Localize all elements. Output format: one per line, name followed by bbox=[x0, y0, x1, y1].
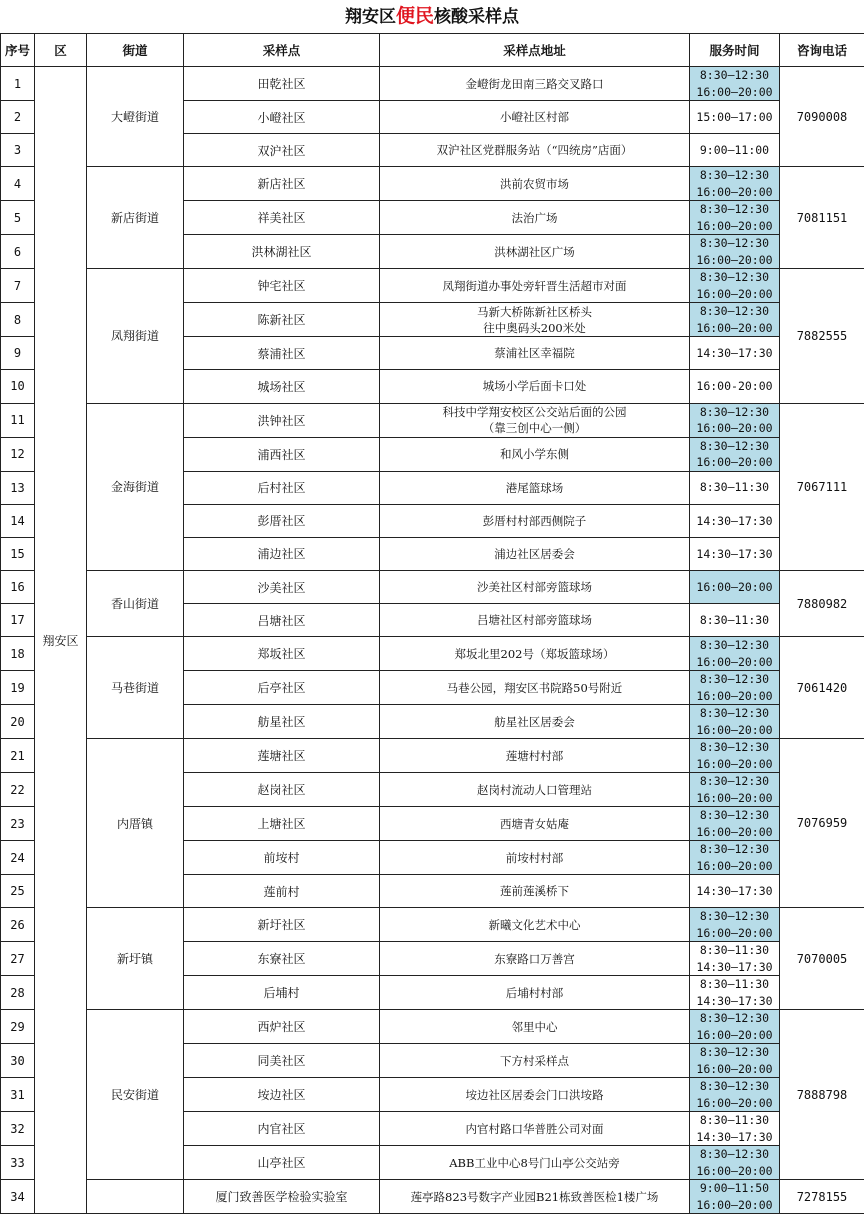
address-cell bbox=[380, 570, 690, 603]
service-time-cell bbox=[690, 604, 780, 637]
site-cell: 新圩社区 bbox=[184, 908, 380, 942]
service-time-cell bbox=[690, 471, 780, 504]
address-line: ABB工业中心8号门山亭公交站旁 bbox=[380, 1155, 689, 1171]
service-time-line: 8:30—11:30 bbox=[690, 1112, 779, 1129]
service-time-line: 14:30—17:30 bbox=[690, 513, 779, 530]
service-time-cell bbox=[690, 1180, 780, 1214]
row-number: 6 bbox=[1, 235, 35, 269]
address-line: 彭厝村村部西侧院子 bbox=[380, 513, 689, 529]
service-time-cell bbox=[690, 167, 780, 201]
service-time-line: 8:30—12:30 bbox=[690, 235, 779, 252]
address-line: 西塘青女姑庵 bbox=[380, 816, 689, 832]
address-line: 和风小学东侧 bbox=[380, 446, 689, 462]
address-line: 莲前莲溪桥下 bbox=[380, 883, 689, 899]
site-cell: 垵边社区 bbox=[184, 1078, 380, 1112]
table-row bbox=[1, 403, 864, 437]
street-cell: 凤翔街道 bbox=[87, 269, 184, 403]
address-line: 下方村采样点 bbox=[380, 1053, 689, 1069]
title-prefix: 翔安区 bbox=[345, 7, 396, 27]
table-body bbox=[1, 67, 864, 1214]
address-cell bbox=[380, 1180, 690, 1214]
site-cell: 吕塘社区 bbox=[184, 604, 380, 637]
address-line: 金嶝街龙田南三路交叉路口 bbox=[380, 76, 689, 92]
address-cell bbox=[380, 235, 690, 269]
phone-cell: 7278155 bbox=[780, 1180, 864, 1214]
address-cell bbox=[380, 739, 690, 773]
address-cell bbox=[380, 1078, 690, 1112]
address-cell bbox=[380, 269, 690, 303]
address-line: 舫星社区居委会 bbox=[380, 714, 689, 730]
service-time-line: 16:00—20:00 bbox=[690, 790, 779, 807]
service-time-line: 15:00—17:00 bbox=[690, 109, 779, 126]
service-time-line: 14:30—17:30 bbox=[690, 546, 779, 563]
address-line: 蔡浦社区幸福院 bbox=[380, 345, 689, 361]
street-cell: 香山街道 bbox=[87, 570, 184, 636]
service-time-line: 16:00—20:00 bbox=[690, 420, 779, 437]
site-cell: 浦西社区 bbox=[184, 437, 380, 471]
row-number: 4 bbox=[1, 167, 35, 201]
address-line: 垵边社区居委会门口洪垵路 bbox=[380, 1087, 689, 1103]
service-time-cell bbox=[690, 370, 780, 403]
address-cell bbox=[380, 637, 690, 671]
service-time-line: 16:00—20:00 bbox=[690, 320, 779, 337]
service-time-line: 16:00—20:00 bbox=[690, 579, 779, 596]
service-time-cell bbox=[690, 235, 780, 269]
street-cell: 内厝镇 bbox=[87, 739, 184, 908]
site-cell: 小嶝社区 bbox=[184, 101, 380, 134]
row-number: 16 bbox=[1, 570, 35, 603]
service-time-cell bbox=[690, 1078, 780, 1112]
address-line: 内官村路口华普胜公司对面 bbox=[380, 1121, 689, 1137]
address-cell bbox=[380, 942, 690, 976]
service-time-cell bbox=[690, 67, 780, 101]
site-cell: 赵岗社区 bbox=[184, 773, 380, 807]
row-number: 17 bbox=[1, 604, 35, 637]
service-time-cell bbox=[690, 773, 780, 807]
service-time-line: 16:00—20:00 bbox=[690, 688, 779, 705]
service-time-line: 16:00—20:00 bbox=[690, 1163, 779, 1180]
service-time-cell bbox=[690, 1044, 780, 1078]
address-line: 城场小学后面卡口处 bbox=[380, 378, 689, 394]
service-time-line: 16:00—20:00 bbox=[690, 722, 779, 739]
table-row bbox=[1, 67, 864, 101]
service-time-cell bbox=[690, 739, 780, 773]
title-suffix: 核酸采样点 bbox=[434, 7, 519, 27]
service-time-line: 16:00—20:00 bbox=[690, 252, 779, 269]
service-time-cell bbox=[690, 976, 780, 1010]
site-cell: 前垵村 bbox=[184, 841, 380, 875]
address-cell bbox=[380, 841, 690, 875]
site-cell: 新店社区 bbox=[184, 167, 380, 201]
site-cell: 双沪社区 bbox=[184, 134, 380, 167]
row-number: 21 bbox=[1, 739, 35, 773]
service-time-line: 16:00—20:00 bbox=[690, 1197, 779, 1214]
address-line: 郑坂北里202号（郑坂篮球场） bbox=[380, 646, 689, 662]
service-time-cell bbox=[690, 570, 780, 603]
site-cell: 东寮社区 bbox=[184, 942, 380, 976]
address-cell bbox=[380, 1112, 690, 1146]
street-cell: 金海街道 bbox=[87, 403, 184, 570]
service-time-line: 16:00—20:00 bbox=[690, 1095, 779, 1112]
address-cell bbox=[380, 437, 690, 471]
service-time-line: 16:00—20:00 bbox=[690, 756, 779, 773]
service-time-cell bbox=[690, 671, 780, 705]
site-cell: 山亭社区 bbox=[184, 1146, 380, 1180]
street-cell: 新圩镇 bbox=[87, 908, 184, 1010]
service-time-cell bbox=[690, 504, 780, 537]
table-row bbox=[1, 1180, 864, 1214]
header-time: 服务时间 bbox=[690, 34, 780, 67]
row-number: 34 bbox=[1, 1180, 35, 1214]
site-cell: 内官社区 bbox=[184, 1112, 380, 1146]
address-line: 马新大桥陈新社区桥头 bbox=[380, 304, 689, 320]
row-number: 29 bbox=[1, 1010, 35, 1044]
address-line: 凤翔街道办事处旁轩晋生活超市对面 bbox=[380, 278, 689, 294]
row-number: 8 bbox=[1, 303, 35, 337]
row-number: 10 bbox=[1, 370, 35, 403]
site-cell: 同美社区 bbox=[184, 1044, 380, 1078]
site-cell: 莲塘社区 bbox=[184, 739, 380, 773]
service-time-cell bbox=[690, 705, 780, 739]
service-time-line: 9:00—11:50 bbox=[690, 1180, 779, 1197]
header-row bbox=[1, 34, 864, 67]
service-time-cell bbox=[690, 101, 780, 134]
service-time-cell bbox=[690, 269, 780, 303]
service-time-line: 9:00—11:00 bbox=[690, 142, 779, 159]
service-time-line: 8:30—11:30 bbox=[690, 942, 779, 959]
header-site: 采样点 bbox=[184, 34, 380, 67]
service-time-cell bbox=[690, 303, 780, 337]
service-time-line: 16:00—20:00 bbox=[690, 925, 779, 942]
service-time-line: 8:30—12:30 bbox=[690, 1078, 779, 1095]
site-cell: 厦门致善医学检验实验室 bbox=[184, 1180, 380, 1214]
address-cell bbox=[380, 908, 690, 942]
service-time-line: 16:00—20:00 bbox=[690, 454, 779, 471]
site-cell: 祥美社区 bbox=[184, 201, 380, 235]
service-time-line: 16:00—20:00 bbox=[690, 218, 779, 235]
street-cell: 马巷街道 bbox=[87, 637, 184, 739]
service-time-line: 8:30—12:30 bbox=[690, 1044, 779, 1061]
site-cell: 陈新社区 bbox=[184, 303, 380, 337]
service-time-line: 8:30—12:30 bbox=[690, 438, 779, 455]
service-time-line: 8:30—12:30 bbox=[690, 739, 779, 756]
address-cell bbox=[380, 773, 690, 807]
row-number: 30 bbox=[1, 1044, 35, 1078]
page-title bbox=[0, 0, 864, 33]
service-time-line: 8:30—12:30 bbox=[690, 201, 779, 218]
site-cell: 城场社区 bbox=[184, 370, 380, 403]
service-time-line: 8:30—11:30 bbox=[690, 612, 779, 629]
service-time-line: 8:30—12:30 bbox=[690, 908, 779, 925]
address-cell bbox=[380, 403, 690, 437]
phone-cell: 7076959 bbox=[780, 739, 864, 908]
service-time-line: 8:30—12:30 bbox=[690, 303, 779, 320]
table-row bbox=[1, 1010, 864, 1044]
address-cell bbox=[380, 134, 690, 167]
service-time-line: 8:30—12:30 bbox=[690, 1010, 779, 1027]
site-cell: 莲前村 bbox=[184, 875, 380, 908]
service-time-cell bbox=[690, 908, 780, 942]
service-time-line: 8:30—12:30 bbox=[690, 705, 779, 722]
address-cell bbox=[380, 504, 690, 537]
row-number: 23 bbox=[1, 807, 35, 841]
address-line: 洪前农贸市场 bbox=[380, 176, 689, 192]
row-number: 31 bbox=[1, 1078, 35, 1112]
service-time-cell bbox=[690, 134, 780, 167]
row-number: 20 bbox=[1, 705, 35, 739]
row-number: 7 bbox=[1, 269, 35, 303]
address-cell bbox=[380, 67, 690, 101]
address-line: 往中奥码头200米处 bbox=[380, 320, 689, 336]
table-row bbox=[1, 570, 864, 603]
service-time-line: 8:30—12:30 bbox=[690, 404, 779, 421]
address-cell bbox=[380, 604, 690, 637]
address-cell bbox=[380, 101, 690, 134]
sites-table bbox=[0, 33, 864, 1214]
site-cell: 郑坂社区 bbox=[184, 637, 380, 671]
service-time-line: 8:30—12:30 bbox=[690, 841, 779, 858]
service-time-line: 16:00-20:00 bbox=[690, 378, 779, 395]
address-line: 马巷公园，翔安区书院路50号附近 bbox=[380, 680, 689, 696]
row-number: 33 bbox=[1, 1146, 35, 1180]
address-line: 东寮路口万善宫 bbox=[380, 951, 689, 967]
header-address: 采样点地址 bbox=[380, 34, 690, 67]
street-cell: 新店街道 bbox=[87, 167, 184, 269]
row-number: 2 bbox=[1, 101, 35, 134]
phone-cell: 7090008 bbox=[780, 67, 864, 167]
title-highlight: 便民 bbox=[396, 5, 434, 27]
address-line: 邻里中心 bbox=[380, 1019, 689, 1035]
service-time-line: 16:00—20:00 bbox=[690, 858, 779, 875]
row-number: 19 bbox=[1, 671, 35, 705]
service-time-cell bbox=[690, 637, 780, 671]
service-time-line: 16:00—20:00 bbox=[690, 654, 779, 671]
address-cell bbox=[380, 303, 690, 337]
service-time-line: 8:30—12:30 bbox=[690, 807, 779, 824]
row-number: 28 bbox=[1, 976, 35, 1010]
address-line: 浦边社区居委会 bbox=[380, 546, 689, 562]
service-time-line: 14:30—17:30 bbox=[690, 883, 779, 900]
phone-cell: 7061420 bbox=[780, 637, 864, 739]
service-time-cell bbox=[690, 1112, 780, 1146]
row-number: 12 bbox=[1, 437, 35, 471]
address-cell bbox=[380, 976, 690, 1010]
phone-cell: 7070005 bbox=[780, 908, 864, 1010]
address-cell bbox=[380, 875, 690, 908]
service-time-line: 8:30—12:30 bbox=[690, 637, 779, 654]
address-line: 小嶝社区村部 bbox=[380, 109, 689, 125]
row-number: 14 bbox=[1, 504, 35, 537]
service-time-cell bbox=[690, 201, 780, 235]
phone-cell: 7081151 bbox=[780, 167, 864, 269]
site-cell: 洪钟社区 bbox=[184, 403, 380, 437]
service-time-cell bbox=[690, 841, 780, 875]
service-time-line: 14:30—17:30 bbox=[690, 993, 779, 1010]
address-line: 法治广场 bbox=[380, 210, 689, 226]
header-district: 区 bbox=[35, 34, 87, 67]
service-time-cell bbox=[690, 875, 780, 908]
row-number: 15 bbox=[1, 537, 35, 570]
row-number: 13 bbox=[1, 471, 35, 504]
address-cell bbox=[380, 1044, 690, 1078]
row-number: 5 bbox=[1, 201, 35, 235]
service-time-line: 16:00—20:00 bbox=[690, 84, 779, 101]
address-line: 科技中学翔安校区公交站后面的公园 bbox=[380, 404, 689, 420]
service-time-line: 14:30—17:30 bbox=[690, 959, 779, 976]
site-cell: 后埔村 bbox=[184, 976, 380, 1010]
service-time-line: 8:30—11:30 bbox=[690, 479, 779, 496]
site-cell: 洪林湖社区 bbox=[184, 235, 380, 269]
site-cell: 彭厝社区 bbox=[184, 504, 380, 537]
address-cell bbox=[380, 1010, 690, 1044]
street-cell: 大嶝街道 bbox=[87, 67, 184, 167]
service-time-line: 16:00—20:00 bbox=[690, 1027, 779, 1044]
address-cell bbox=[380, 671, 690, 705]
district-cell: 翔安区 bbox=[35, 67, 87, 1214]
service-time-cell bbox=[690, 942, 780, 976]
service-time-line: 8:30—11:30 bbox=[690, 976, 779, 993]
service-time-cell bbox=[690, 537, 780, 570]
phone-cell: 7880982 bbox=[780, 570, 864, 636]
site-cell: 沙美社区 bbox=[184, 570, 380, 603]
service-time-cell bbox=[690, 1146, 780, 1180]
address-line: 吕塘社区村部旁篮球场 bbox=[380, 612, 689, 628]
service-time-line: 8:30—12:30 bbox=[690, 167, 779, 184]
table-row bbox=[1, 269, 864, 303]
service-time-line: 8:30—12:30 bbox=[690, 67, 779, 84]
service-time-line: 16:00—20:00 bbox=[690, 824, 779, 841]
phone-cell: 7067111 bbox=[780, 403, 864, 570]
address-cell bbox=[380, 370, 690, 403]
row-number: 11 bbox=[1, 403, 35, 437]
address-cell bbox=[380, 807, 690, 841]
row-number: 1 bbox=[1, 67, 35, 101]
row-number: 9 bbox=[1, 337, 35, 370]
address-cell bbox=[380, 201, 690, 235]
address-line: 莲亭路823号数字产业园B21栋致善医检1楼广场 bbox=[380, 1189, 689, 1205]
site-cell: 西炉社区 bbox=[184, 1010, 380, 1044]
site-cell: 后村社区 bbox=[184, 471, 380, 504]
address-line: 双沪社区党群服务站（“四统房”店面） bbox=[380, 142, 689, 158]
street-cell bbox=[87, 1180, 184, 1214]
service-time-line: 8:30—12:30 bbox=[690, 269, 779, 286]
address-line: 洪林湖社区广场 bbox=[380, 244, 689, 260]
service-time-line: 16:00—20:00 bbox=[690, 286, 779, 303]
table-row bbox=[1, 739, 864, 773]
table-row bbox=[1, 167, 864, 201]
row-number: 22 bbox=[1, 773, 35, 807]
address-cell bbox=[380, 705, 690, 739]
service-time-line: 14:30—17:30 bbox=[690, 1129, 779, 1146]
address-line: 前垵村村部 bbox=[380, 850, 689, 866]
address-cell bbox=[380, 1146, 690, 1180]
header-no: 序号 bbox=[1, 34, 35, 67]
service-time-cell bbox=[690, 1010, 780, 1044]
row-number: 32 bbox=[1, 1112, 35, 1146]
service-time-line: 14:30—17:30 bbox=[690, 345, 779, 362]
row-number: 24 bbox=[1, 841, 35, 875]
service-time-line: 8:30—12:30 bbox=[690, 1146, 779, 1163]
header-street: 街道 bbox=[87, 34, 184, 67]
address-cell bbox=[380, 167, 690, 201]
site-cell: 舫星社区 bbox=[184, 705, 380, 739]
service-time-cell bbox=[690, 437, 780, 471]
address-line: 赵岗村流动人口管理站 bbox=[380, 782, 689, 798]
site-cell: 田乾社区 bbox=[184, 67, 380, 101]
address-line: 港尾篮球场 bbox=[380, 480, 689, 496]
row-number: 26 bbox=[1, 908, 35, 942]
table-row bbox=[1, 637, 864, 671]
row-number: 18 bbox=[1, 637, 35, 671]
address-line: 莲塘村村部 bbox=[380, 748, 689, 764]
service-time-cell bbox=[690, 337, 780, 370]
service-time-cell bbox=[690, 807, 780, 841]
table-row bbox=[1, 908, 864, 942]
site-cell: 浦边社区 bbox=[184, 537, 380, 570]
row-number: 3 bbox=[1, 134, 35, 167]
address-cell bbox=[380, 471, 690, 504]
street-cell: 民安街道 bbox=[87, 1010, 184, 1180]
site-cell: 钟宅社区 bbox=[184, 269, 380, 303]
header-phone: 咨询电话 bbox=[780, 34, 864, 67]
service-time-cell bbox=[690, 403, 780, 437]
row-number: 27 bbox=[1, 942, 35, 976]
service-time-line: 8:30—12:30 bbox=[690, 773, 779, 790]
address-line: 沙美社区村部旁篮球场 bbox=[380, 579, 689, 595]
site-cell: 上塘社区 bbox=[184, 807, 380, 841]
address-cell bbox=[380, 337, 690, 370]
site-cell: 后亭社区 bbox=[184, 671, 380, 705]
address-line: 后埔村村部 bbox=[380, 985, 689, 1001]
service-time-line: 16:00—20:00 bbox=[690, 184, 779, 201]
phone-cell: 7882555 bbox=[780, 269, 864, 403]
phone-cell: 7888798 bbox=[780, 1010, 864, 1180]
service-time-line: 16:00—20:00 bbox=[690, 1061, 779, 1078]
address-cell bbox=[380, 537, 690, 570]
address-line: （靠三创中心一侧） bbox=[380, 420, 689, 436]
service-time-line: 8:30—12:30 bbox=[690, 671, 779, 688]
site-cell: 蔡浦社区 bbox=[184, 337, 380, 370]
address-line: 新曦文化艺术中心 bbox=[380, 917, 689, 933]
row-number: 25 bbox=[1, 875, 35, 908]
